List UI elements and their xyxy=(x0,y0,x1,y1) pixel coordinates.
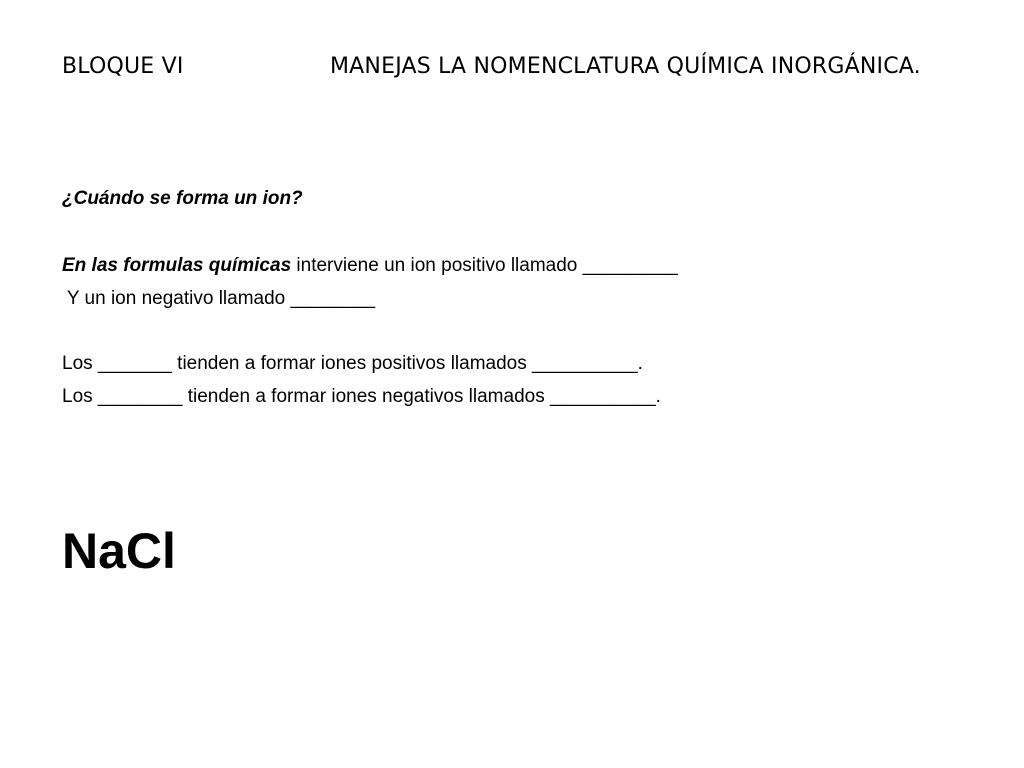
emphasis-text: En las formulas químicas xyxy=(62,255,292,276)
line-1-text: interviene un ion positivo llamado _________ xyxy=(291,255,678,276)
paragraph-line-1 xyxy=(62,254,678,278)
chemical-formula: NaCl xyxy=(62,523,176,579)
slide-title-block: BLOQUE VI xyxy=(62,54,184,79)
paragraph-line-2: Y un ion negativo llamado ________ xyxy=(62,288,376,309)
slide-title: MANEJAS LA NOMENCLATURA QUÍMICA INORGÁNICA. xyxy=(330,54,921,79)
question-text: ¿Cuándo se forma un ion? xyxy=(62,188,303,209)
paragraph-line-4: Los ________ tienden a formar iones negativos llamados __________. xyxy=(62,386,661,407)
paragraph-line-3: Los _______ tienden a formar iones positivos llamados __________. xyxy=(62,353,643,374)
